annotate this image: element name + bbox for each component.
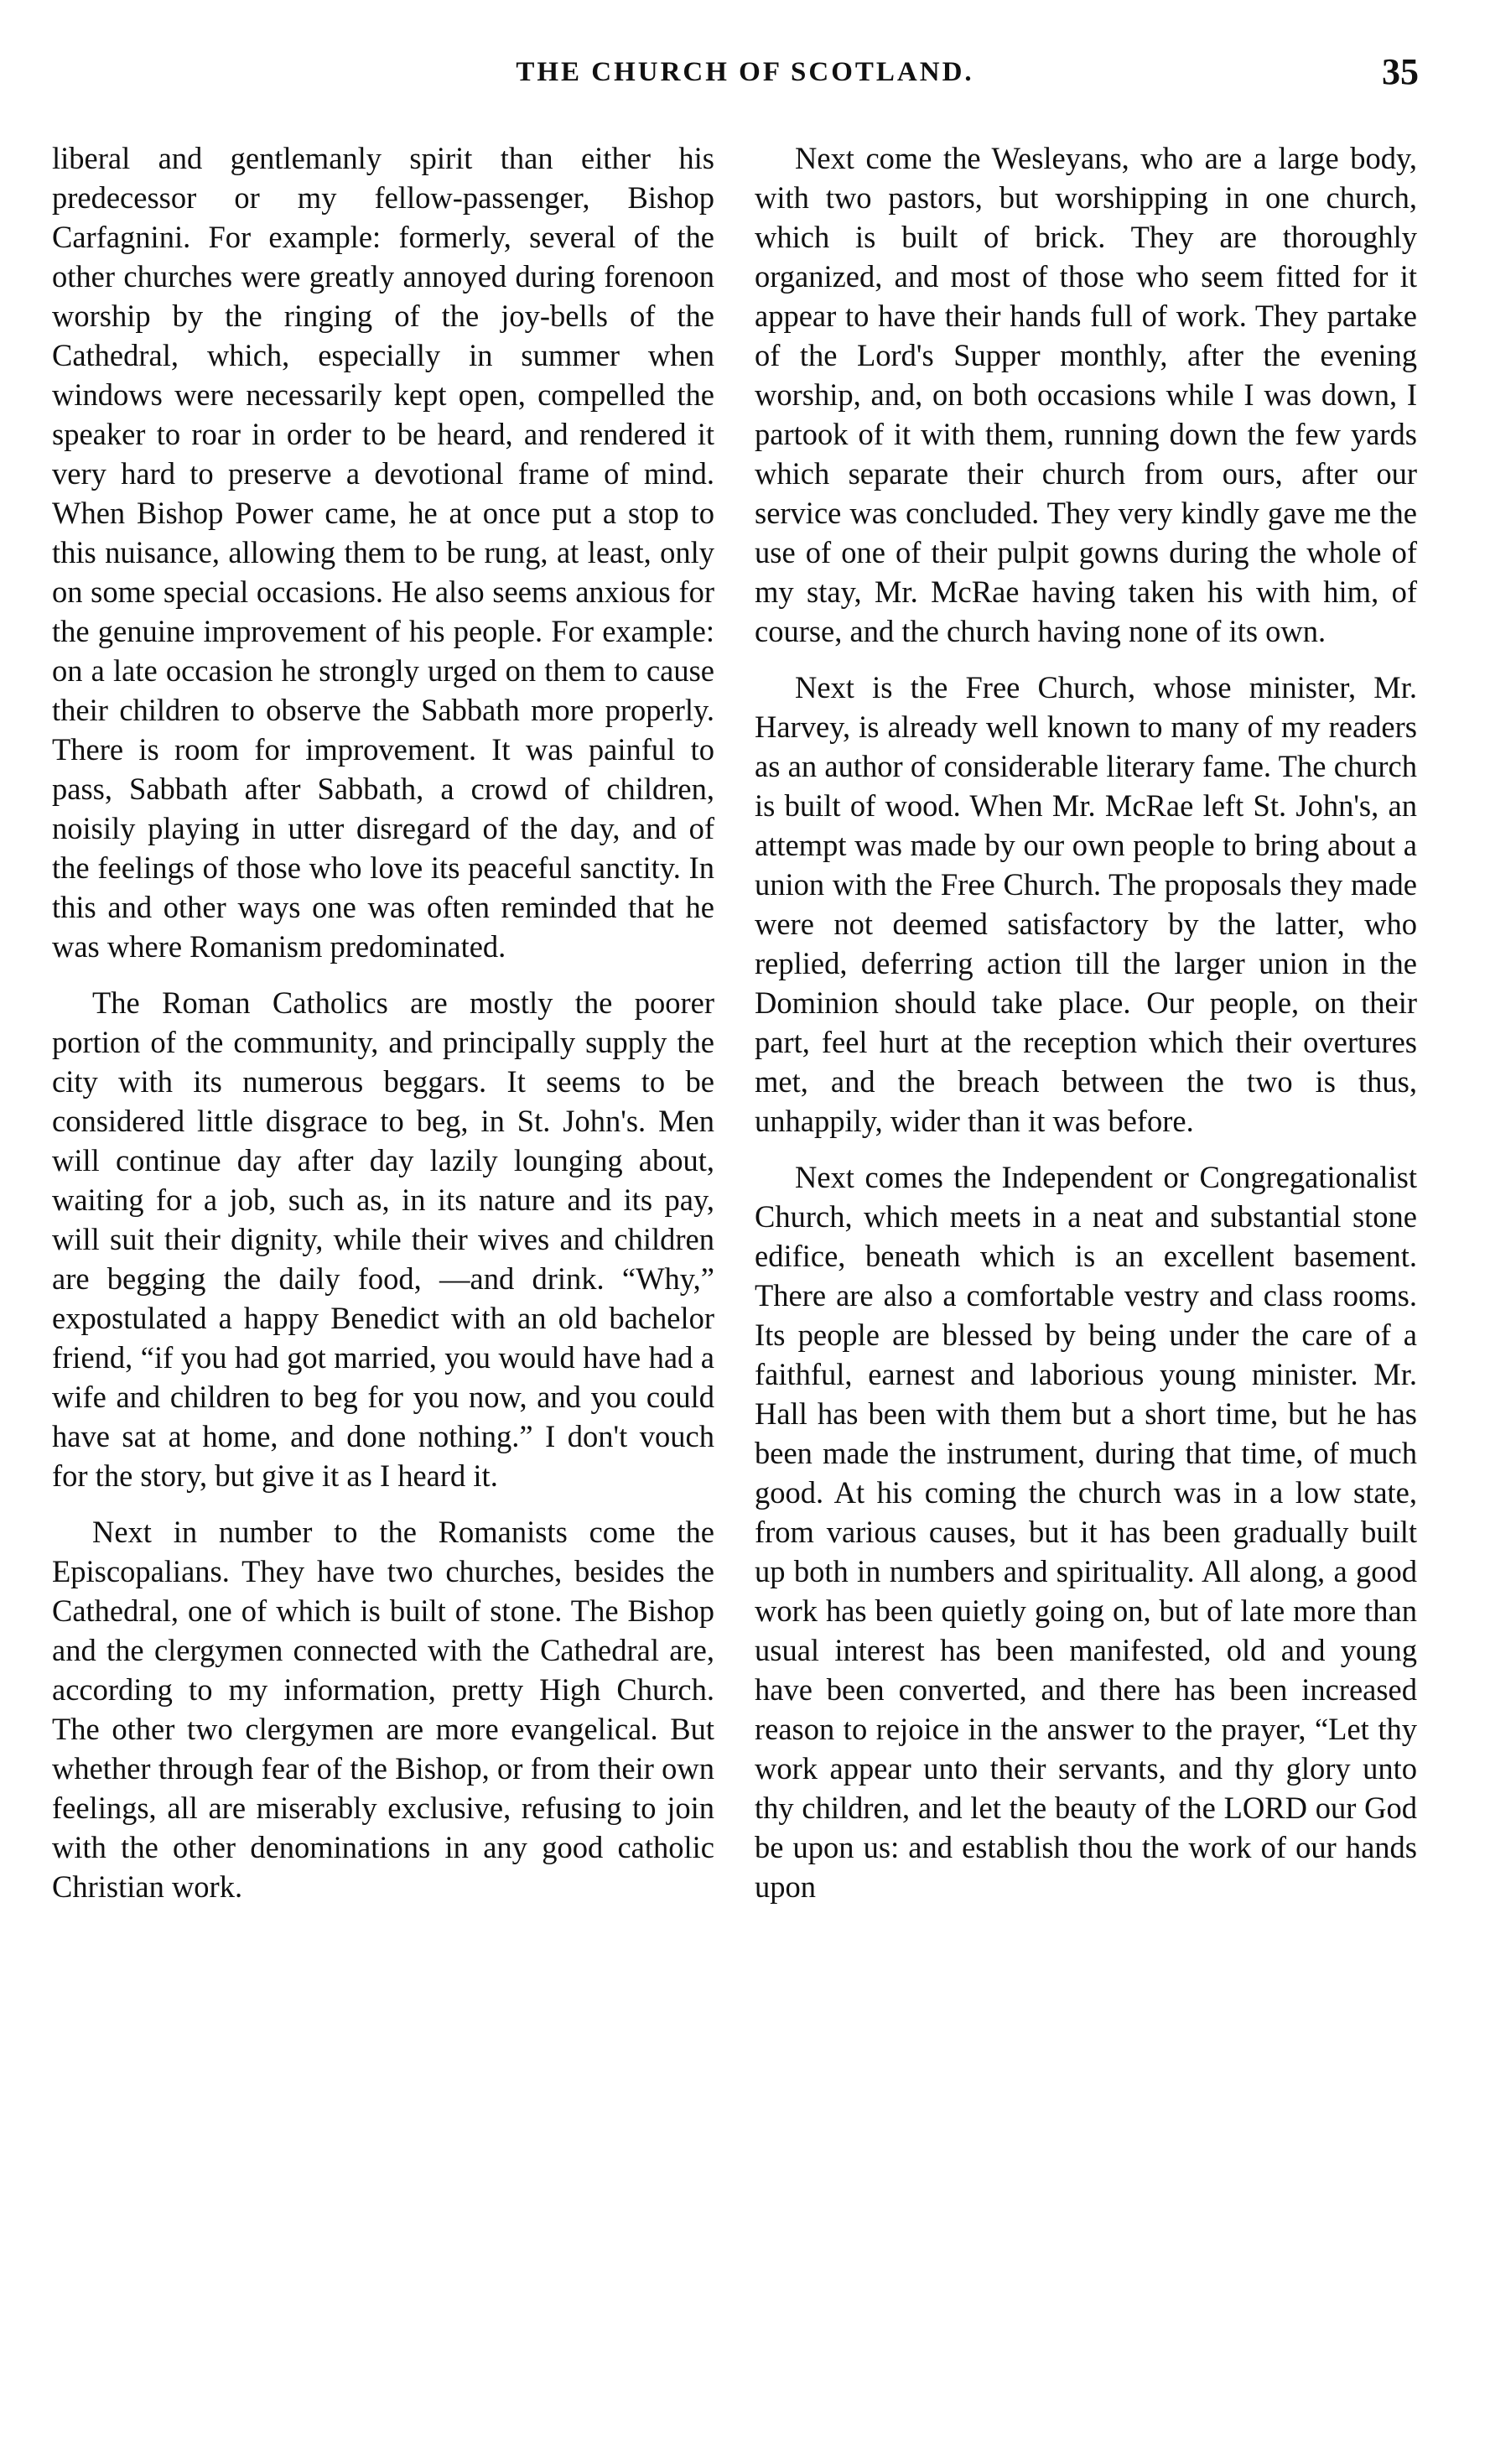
paragraph: The Roman Catholics are mostly the poorer portion of the community, and principally supply the city with its numerous beggars. It seems to be considered little disgrace to beg, in St. John's. Men will continue day after day lazily lounging about, waiting for a job, such as, in its nature and its pay, will suit their dignity, while their wives and children are begging the daily food, —and drink. “Why,” expostulated a happy Benedict with an old bachelor friend, “if you had got married, you would have had a wife and children to beg for you now, and you could have sat at home, and done nothing.” I don't vouch for the story, but give it as I heard it. — [52, 985, 714, 1493]
paragraph: Next comes the Independent or Congregationalist Church, which meets in a neat and substantial stone edifice, beneath which is an excellent basement. There are also a comfortable vestry and class rooms. Its people are blessed by being under the care of a faithful, earnest and laborious young minister. Mr. Hall has been with them but a short time, but he has been made the instrument, during that time, of much good. At his coming the church was in a low state, from various causes, but it has been gradually built up both in numbers and spirituality. All along, a good work has been quietly going on, but of late more than usual interest has been manifested, old and young have been converted, and there has been increased reason to rejoice in the answer to the prayer, “Let thy work appear unto their servants, and thy glory unto thy children, and let the beauty of the LORD our God be upon us: and establish thou the work of our hands upon — [755, 1160, 1417, 1904]
paragraph: Next come the Wesleyans, who are a large body, with two pastors, but worshipping in one church, which is built of brick. They are thoroughly organized, and most of those who seem fitted for it appear to have their hands full of work. They partake of the Lord's Supper monthly, after the evening worship, and, on both occasions while I was down, I partook of it with them, running down the few yards which separate their church from ours, after our service was concluded. They very kindly gave me the use of one of their pulpit gowns during the whole of my stay, Mr. McRae having taken his with him, of course, and the church having none of its own. — [755, 141, 1417, 648]
paragraph: Next in number to the Romanists come the Episcopalians. They have two churches, besides the Cathedral, one of which is built of stone. The Bishop and the clergymen connected with the Cathedral are, according to my information, pretty High Church. The other two clergymen are more evangelical. But whether through fear of the Bishop, or from their own feelings, all are miserably exclusive, refusing to join with the other denominations in any good catholic Christian work. — [52, 1515, 714, 1904]
left-column — [52, 138, 714, 1923]
page-number: 35 — [1382, 51, 1419, 92]
paragraph: liberal and gentlemanly spirit than either his predecessor or my fellow-passenger, Bishop Carfagnini. For example: formerly, several of the other churches were greatly annoyed during forenoon worship by the ringing of the joy-bells of the Cathedral, which, especially in summer when windows were necessarily kept open, compelled the speaker to roar in order to be heard, and rendered it very hard to preserve a devotional frame of mind. When Bishop Power came, he at once put a stop to this nuisance, allowing them to be rung, at least, only on some special occasions. He also seems anxious for the genuine improvement of his people. For example: on a late occasion he strongly urged on them to cause their children to observe the Sabbath more properly. There is room for improvement. It was painful to pass, Sabbath after Sabbath, a crowd of children, noisily playing in utter disregard of the day, and of the feelings of those who love its peaceful sanctity. In this and other ways one was often reminded that he was where Romanism predominated. — [52, 141, 714, 964]
paragraph: Next is the Free Church, whose minister, Mr. Harvey, is already well known to many of my readers as an author of considerable literary fame. The church is built of wood. When Mr. McRae left St. John's, an attempt was made by our own people to bring about a union with the Free Church. The proposals they made were not deemed satisfactory by the latter, who replied, deferring action till the larger union in the Dominion should take place. Our people, on their part, feel hurt at the reception which their overtures met, and the breach between the two is thus, unhappily, wider than it was before. — [755, 670, 1417, 1138]
page-header — [0, 50, 1490, 101]
right-column — [755, 138, 1417, 1923]
running-title: THE CHURCH OF SCOTLAND. — [516, 57, 974, 87]
